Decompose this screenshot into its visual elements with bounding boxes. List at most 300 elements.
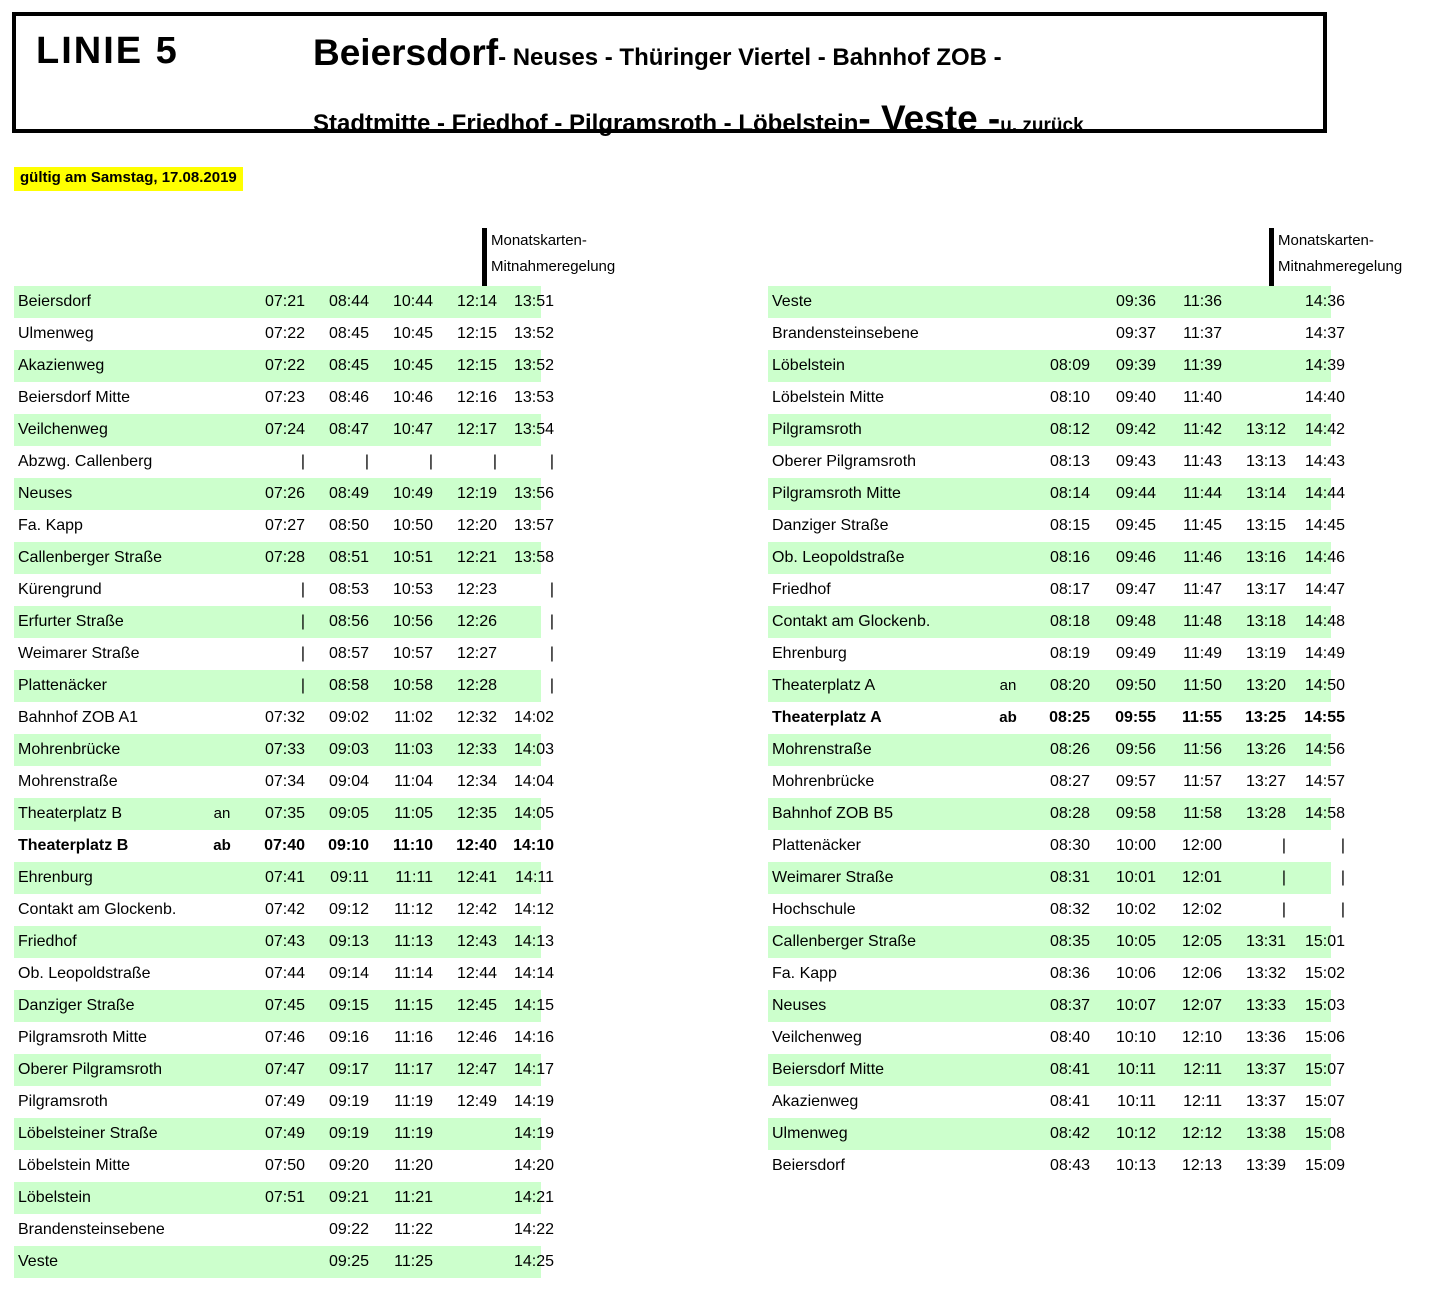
departure-time: 12:10: [1181, 1029, 1222, 1046]
departure-time: 14:17: [513, 1061, 554, 1078]
departure-time: 13:15: [1245, 517, 1286, 534]
departure-time: 08:43: [1049, 1157, 1090, 1174]
table-row: [14, 1214, 554, 1246]
table-row: [768, 798, 1345, 830]
table-row: [14, 1246, 554, 1278]
departure-time: 13:36: [1245, 1029, 1286, 1046]
departure-marker: ab: [213, 837, 231, 854]
departure-time: 11:22: [394, 1221, 433, 1238]
stop-name: Beiersdorf Mitte: [772, 1061, 885, 1078]
departure-time: 12:11: [1183, 1093, 1222, 1110]
departure-time: 13:19: [1245, 645, 1286, 662]
stop-name: Friedhof: [772, 581, 831, 598]
departure-time: 11:12: [394, 901, 433, 918]
departure-time: 08:42: [1049, 1125, 1090, 1142]
stop-name: Ehrenburg: [18, 869, 93, 886]
departure-time: 11:14: [394, 965, 433, 982]
departure-time: 14:37: [1304, 325, 1345, 342]
departure-time: 12:28: [456, 677, 497, 694]
no-stop-marker: |: [364, 453, 369, 470]
stop-name: Oberer Pilgramsroth: [772, 453, 917, 470]
table-row: [14, 318, 554, 350]
table-row: [768, 382, 1345, 414]
departure-time: 07:46: [264, 1029, 305, 1046]
monatskarten-header-line1: Monatskarten-: [491, 232, 587, 249]
stop-name: Fa. Kapp: [18, 517, 83, 534]
departure-time: 08:58: [328, 677, 369, 694]
departure-time: 12:43: [456, 933, 497, 950]
departure-time: 07:42: [264, 901, 305, 918]
table-row: [768, 670, 1345, 702]
departure-time: 14:02: [513, 709, 554, 726]
departure-time: 07:44: [264, 965, 305, 982]
departure-time: 08:14: [1049, 485, 1090, 502]
stop-name: Beiersdorf: [18, 293, 91, 310]
departure-time: 14:58: [1304, 805, 1345, 822]
departure-time: 09:48: [1115, 613, 1156, 630]
departure-time: 15:08: [1304, 1125, 1345, 1142]
departure-time: 07:51: [264, 1189, 305, 1206]
departure-time: 12:02: [1181, 901, 1222, 918]
departure-time: 07:33: [264, 741, 305, 758]
departure-time: 09:58: [1115, 805, 1156, 822]
departure-time: 12:16: [456, 389, 497, 406]
table-row: [14, 926, 554, 958]
stop-name: Veilchenweg: [772, 1029, 862, 1046]
table-row: [14, 1022, 554, 1054]
departure-time: 08:35: [1049, 933, 1090, 950]
departure-time: 15:07: [1304, 1093, 1345, 1110]
monatskarten-divider-bar: [1269, 228, 1274, 286]
departure-time: 09:03: [328, 741, 369, 758]
departure-time: 14:49: [1304, 645, 1345, 662]
table-row: [14, 350, 554, 382]
departure-time: 10:05: [1115, 933, 1156, 950]
departure-time: 13:53: [513, 389, 554, 406]
table-row: [14, 798, 554, 830]
departure-time: 08:10: [1049, 389, 1090, 406]
departure-time: 14:15: [513, 997, 554, 1014]
stop-name: Akazienweg: [18, 357, 105, 374]
table-row: [768, 1054, 1345, 1086]
stop-name: Veilchenweg: [18, 421, 108, 438]
stop-name: Hochschule: [772, 901, 856, 918]
departure-time: 11:05: [394, 805, 433, 822]
table-row: [768, 702, 1345, 734]
table-row: [14, 574, 554, 606]
departure-time: 13:18: [1245, 613, 1286, 630]
departure-time: 15:03: [1304, 997, 1345, 1014]
arrival-marker: an: [999, 677, 1017, 694]
stop-name: Brandensteinsebene: [772, 325, 919, 342]
departure-time: 08:53: [328, 581, 369, 598]
departure-time: 08:37: [1049, 997, 1090, 1014]
stop-name: Weimarer Straße: [772, 869, 894, 886]
departure-time: 07:26: [264, 485, 305, 502]
departure-time: 09:55: [1115, 709, 1156, 726]
table-row: [768, 510, 1345, 542]
timetable-rows-return: [768, 286, 1345, 1182]
departure-time: 07:32: [264, 709, 305, 726]
departure-time: 09:50: [1115, 677, 1156, 694]
stop-name: Bahnhof ZOB B5: [772, 805, 893, 822]
table-row: [768, 574, 1345, 606]
departure-time: 07:34: [264, 773, 305, 790]
monatskarten-header: [1278, 228, 1402, 280]
departure-time: 08:36: [1049, 965, 1090, 982]
stop-name: Pilgramsroth Mitte: [18, 1029, 147, 1046]
table-row: [768, 478, 1345, 510]
departure-time: 13:37: [1245, 1061, 1286, 1078]
stop-name: Weimarer Straße: [18, 645, 140, 662]
table-row: [14, 894, 554, 926]
no-stop-marker: |: [300, 613, 305, 630]
departure-time: 11:20: [394, 1157, 433, 1174]
departure-time: 09:45: [1115, 517, 1156, 534]
stop-name: Erfurter Straße: [18, 613, 124, 630]
departure-time: 07:22: [264, 357, 305, 374]
stop-name: Beiersdorf Mitte: [18, 389, 131, 406]
departure-time: 12:17: [456, 421, 497, 438]
departure-time: 13:58: [513, 549, 554, 566]
departure-time: 13:57: [513, 517, 554, 534]
no-stop-marker: |: [1340, 869, 1345, 886]
departure-time: 12:33: [456, 741, 497, 758]
stop-name: Ob. Leopoldstraße: [18, 965, 151, 982]
departure-time: 12:46: [456, 1029, 497, 1046]
departure-time: 10:49: [392, 485, 433, 502]
departure-time: 07:28: [264, 549, 305, 566]
stop-name: Neuses: [772, 997, 827, 1014]
no-stop-marker: |: [492, 453, 497, 470]
departure-time: 07:21: [264, 293, 305, 310]
table-row: [14, 702, 554, 734]
departure-time: 12:44: [456, 965, 497, 982]
departure-time: 11:11: [395, 869, 433, 886]
departure-time: 07:49: [264, 1093, 305, 1110]
departure-time: 08:30: [1049, 837, 1090, 854]
stop-name: Mohrenbrücke: [772, 773, 875, 790]
departure-time: 12:42: [456, 901, 497, 918]
departure-time: 10:47: [392, 421, 433, 438]
departure-time: 11:36: [1183, 293, 1222, 310]
table-row: [14, 286, 554, 318]
stop-name: Kürengrund: [18, 581, 102, 598]
departure-time: 13:27: [1245, 773, 1286, 790]
departure-time: 13:20: [1245, 677, 1286, 694]
departure-time: 12:41: [456, 869, 497, 886]
stop-name: Friedhof: [18, 933, 77, 950]
stop-name: Pilgramsroth: [772, 421, 862, 438]
table-row: [768, 1022, 1345, 1054]
departure-time: 09:46: [1115, 549, 1156, 566]
stop-name: Veste: [772, 293, 813, 310]
departure-time: 12:35: [456, 805, 497, 822]
departure-time: 12:40: [456, 837, 497, 854]
departure-time: 10:12: [1115, 1125, 1156, 1142]
departure-time: 07:47: [264, 1061, 305, 1078]
stop-name: Löbelstein: [772, 357, 845, 374]
route-title-line-1: [313, 34, 1002, 71]
departure-time: 08:09: [1049, 357, 1090, 374]
no-stop-marker: |: [300, 645, 305, 662]
stop-name: Akazienweg: [772, 1093, 859, 1110]
departure-time: 12:21: [456, 549, 497, 566]
table-row: [768, 766, 1345, 798]
departure-time: 11:45: [1183, 517, 1222, 534]
departure-time: 07:45: [264, 997, 305, 1014]
departure-time: 12:06: [1181, 965, 1222, 982]
departure-time: 07:50: [264, 1157, 305, 1174]
stop-name: Theaterplatz A: [772, 677, 876, 694]
table-row: [14, 670, 554, 702]
timetable-outbound: [14, 228, 616, 1278]
departure-time: 10:06: [1115, 965, 1156, 982]
departure-time: 13:38: [1245, 1125, 1286, 1142]
departure-time: 11:13: [394, 933, 433, 950]
departure-time: 12:01: [1181, 869, 1222, 886]
departure-time: 07:27: [264, 517, 305, 534]
departure-time: 08:57: [328, 645, 369, 662]
departure-time: 10:51: [392, 549, 433, 566]
monatskarten-header-line2: Mitnahmeregelung: [491, 258, 616, 275]
departure-time: 15:01: [1304, 933, 1345, 950]
departure-time: 08:12: [1049, 421, 1090, 438]
departure-time: 08:44: [328, 293, 369, 310]
departure-time: 13:51: [513, 293, 554, 310]
departure-time: 13:37: [1245, 1093, 1286, 1110]
departure-time: 12:07: [1181, 997, 1222, 1014]
departure-time: 13:32: [1245, 965, 1286, 982]
validity-banner: gültig am Samstag, 17.08.2019: [14, 167, 243, 191]
departure-time: 09:42: [1115, 421, 1156, 438]
departure-time: 14:25: [513, 1253, 554, 1270]
stop-name: Löbelsteiner Straße: [18, 1125, 158, 1142]
departure-time: 13:52: [513, 357, 554, 374]
table-row: [14, 1150, 554, 1182]
departure-time: 11:10: [392, 837, 433, 854]
stop-name: Danziger Straße: [18, 997, 135, 1014]
table-row: [768, 542, 1345, 574]
stop-name: Contakt am Glockenb.: [18, 901, 177, 918]
table-row: [768, 990, 1345, 1022]
departure-time: 15:07: [1304, 1061, 1345, 1078]
departure-time: 14:10: [513, 837, 554, 854]
departure-time: 15:09: [1304, 1157, 1345, 1174]
monatskarten-header-line1: Monatskarten-: [1278, 232, 1374, 249]
departure-time: 14:05: [513, 805, 554, 822]
stop-name: Löbelstein Mitte: [772, 389, 885, 406]
line-number-label: LINIE 5: [36, 30, 179, 72]
departure-time: 14:04: [513, 773, 554, 790]
table-row: [14, 606, 554, 638]
departure-time: 08:27: [1049, 773, 1090, 790]
departure-time: 07:40: [264, 837, 305, 854]
departure-time: 13:16: [1245, 549, 1286, 566]
stop-name: Theaterplatz B: [18, 805, 123, 822]
table-row: [14, 1182, 554, 1214]
departure-time: 12:49: [456, 1093, 497, 1110]
departure-time: 10:44: [392, 293, 433, 310]
stop-name: Ehrenburg: [772, 645, 847, 662]
departure-time: 09:21: [328, 1189, 369, 1206]
departure-time: 09:17: [328, 1061, 369, 1078]
departure-time: 14:03: [513, 741, 554, 758]
table-row: [14, 1118, 554, 1150]
stop-name: Ob. Leopoldstraße: [772, 549, 905, 566]
stop-name: Contakt am Glockenb.: [772, 613, 931, 630]
departure-time: 12:13: [1181, 1157, 1222, 1174]
stop-name: Oberer Pilgramsroth: [18, 1061, 163, 1078]
table-row: [14, 510, 554, 542]
stop-name: Veste: [18, 1253, 59, 1270]
departure-time: 11:19: [394, 1093, 433, 1110]
departure-time: 11:17: [394, 1061, 433, 1078]
departure-time: 08:13: [1049, 453, 1090, 470]
departure-time: 08:51: [328, 549, 369, 566]
departure-time: 08:16: [1049, 549, 1090, 566]
departure-time: 08:41: [1049, 1093, 1090, 1110]
departure-time: 14:19: [513, 1093, 554, 1110]
departure-time: 10:11: [1117, 1061, 1156, 1078]
departure-time: 14:46: [1304, 549, 1345, 566]
departure-time: 10:11: [1117, 1093, 1156, 1110]
departure-time: 07:41: [264, 869, 305, 886]
table-row: [14, 958, 554, 990]
departure-time: 08:40: [1049, 1029, 1090, 1046]
departure-time: 08:56: [328, 613, 369, 630]
departure-time: 14:14: [513, 965, 554, 982]
departure-time: 09:13: [328, 933, 369, 950]
stop-name: Ulmenweg: [18, 325, 94, 342]
departure-time: 09:16: [328, 1029, 369, 1046]
departure-time: 09:57: [1115, 773, 1156, 790]
departure-time: 11:49: [1183, 645, 1222, 662]
stop-name: Danziger Straße: [772, 517, 889, 534]
departure-time: 14:55: [1304, 709, 1345, 726]
departure-time: 09:37: [1115, 325, 1156, 342]
departure-time: 08:26: [1049, 741, 1090, 758]
departure-time: 11:16: [394, 1029, 433, 1046]
no-stop-marker: |: [300, 453, 305, 470]
departure-time: 10:01: [1115, 869, 1156, 886]
departure-time: 11:55: [1181, 709, 1222, 726]
departure-time: 11:15: [394, 997, 433, 1014]
departure-time: 10:10: [1115, 1029, 1156, 1046]
departure-time: 11:57: [1183, 773, 1222, 790]
departure-time: 08:17: [1049, 581, 1090, 598]
departure-time: 12:19: [456, 485, 497, 502]
departure-time: 12:12: [1181, 1125, 1222, 1142]
departure-time: 11:47: [1183, 581, 1222, 598]
departure-time: 09:39: [1115, 357, 1156, 374]
route-via-2: Stadtmitte - Friedhof - Pilgramsroth - Löbelstein: [313, 110, 859, 137]
stop-name: Theaterplatz A: [772, 709, 882, 726]
route-via-1: - Neuses - Thüringer Viertel - Bahnhof ZOB -: [498, 44, 1002, 71]
table-row: [768, 638, 1345, 670]
no-stop-marker: |: [549, 613, 554, 630]
departure-time: 14:43: [1304, 453, 1345, 470]
table-row: [768, 1118, 1345, 1150]
table-row: [14, 414, 554, 446]
departure-time: 12:14: [456, 293, 497, 310]
departure-time: 14:44: [1304, 485, 1345, 502]
departure-time: 13:56: [513, 485, 554, 502]
departure-time: 09:02: [328, 709, 369, 726]
departure-time: 08:28: [1049, 805, 1090, 822]
stop-name: Bahnhof ZOB A1: [18, 709, 139, 726]
departure-time: 15:06: [1304, 1029, 1345, 1046]
arrival-marker: an: [213, 805, 231, 822]
departure-time: 14:36: [1304, 293, 1345, 310]
stop-name: Löbelstein Mitte: [18, 1157, 131, 1174]
departure-time: 10:57: [392, 645, 433, 662]
monatskarten-header-line2: Mitnahmeregelung: [1278, 258, 1403, 275]
departure-time: 08:19: [1049, 645, 1090, 662]
no-stop-marker: |: [1340, 901, 1345, 918]
departure-time: 12:15: [456, 357, 497, 374]
departure-time: 13:14: [1245, 485, 1286, 502]
departure-time: 11:39: [1183, 357, 1222, 374]
departure-time: 11:37: [1183, 325, 1222, 342]
departure-time: 11:58: [1183, 805, 1222, 822]
departure-time: 07:24: [264, 421, 305, 438]
departure-time: 10:00: [1115, 837, 1156, 854]
departure-time: 12:47: [456, 1061, 497, 1078]
stop-name: Plattenäcker: [18, 677, 107, 694]
departure-time: 08:45: [328, 357, 369, 374]
stop-name: Pilgramsroth Mitte: [772, 485, 901, 502]
table-row: [14, 446, 554, 478]
departure-time: 12:15: [456, 325, 497, 342]
no-stop-marker: |: [1281, 869, 1286, 886]
route-destination: - Veste -: [858, 98, 1001, 139]
departure-time: 11:43: [1183, 453, 1222, 470]
departure-time: 10:07: [1115, 997, 1156, 1014]
departure-time: 08:32: [1049, 901, 1090, 918]
departure-time: 09:47: [1115, 581, 1156, 598]
no-stop-marker: |: [300, 677, 305, 694]
departure-time: 11:40: [1183, 389, 1222, 406]
title-box: [12, 12, 1327, 139]
departure-time: 14:22: [513, 1221, 554, 1238]
table-row: [768, 830, 1345, 862]
departure-time: 09:12: [328, 901, 369, 918]
departure-time: 07:22: [264, 325, 305, 342]
table-row: [768, 286, 1345, 318]
table-row: [14, 766, 554, 798]
stop-name: Mohrenstraße: [18, 773, 118, 790]
departure-time: 11:44: [1183, 485, 1222, 502]
departure-time: 12:45: [456, 997, 497, 1014]
no-stop-marker: |: [549, 677, 554, 694]
table-row: [14, 382, 554, 414]
departure-time: 14:56: [1304, 741, 1345, 758]
monatskarten-header: [491, 228, 615, 280]
table-row: [14, 1086, 554, 1118]
departure-time: 10:53: [392, 581, 433, 598]
stop-name: Fa. Kapp: [772, 965, 837, 982]
departure-time: 08:41: [1049, 1061, 1090, 1078]
departure-time: 13:33: [1245, 997, 1286, 1014]
departure-time: 14:57: [1304, 773, 1345, 790]
stop-name: Beiersdorf: [772, 1157, 845, 1174]
departure-time: 12:20: [456, 517, 497, 534]
departure-time: 09:11: [330, 869, 369, 886]
stop-name: Callenberger Straße: [772, 933, 917, 950]
departure-time: 11:04: [394, 773, 433, 790]
departure-time: 14:12: [513, 901, 554, 918]
